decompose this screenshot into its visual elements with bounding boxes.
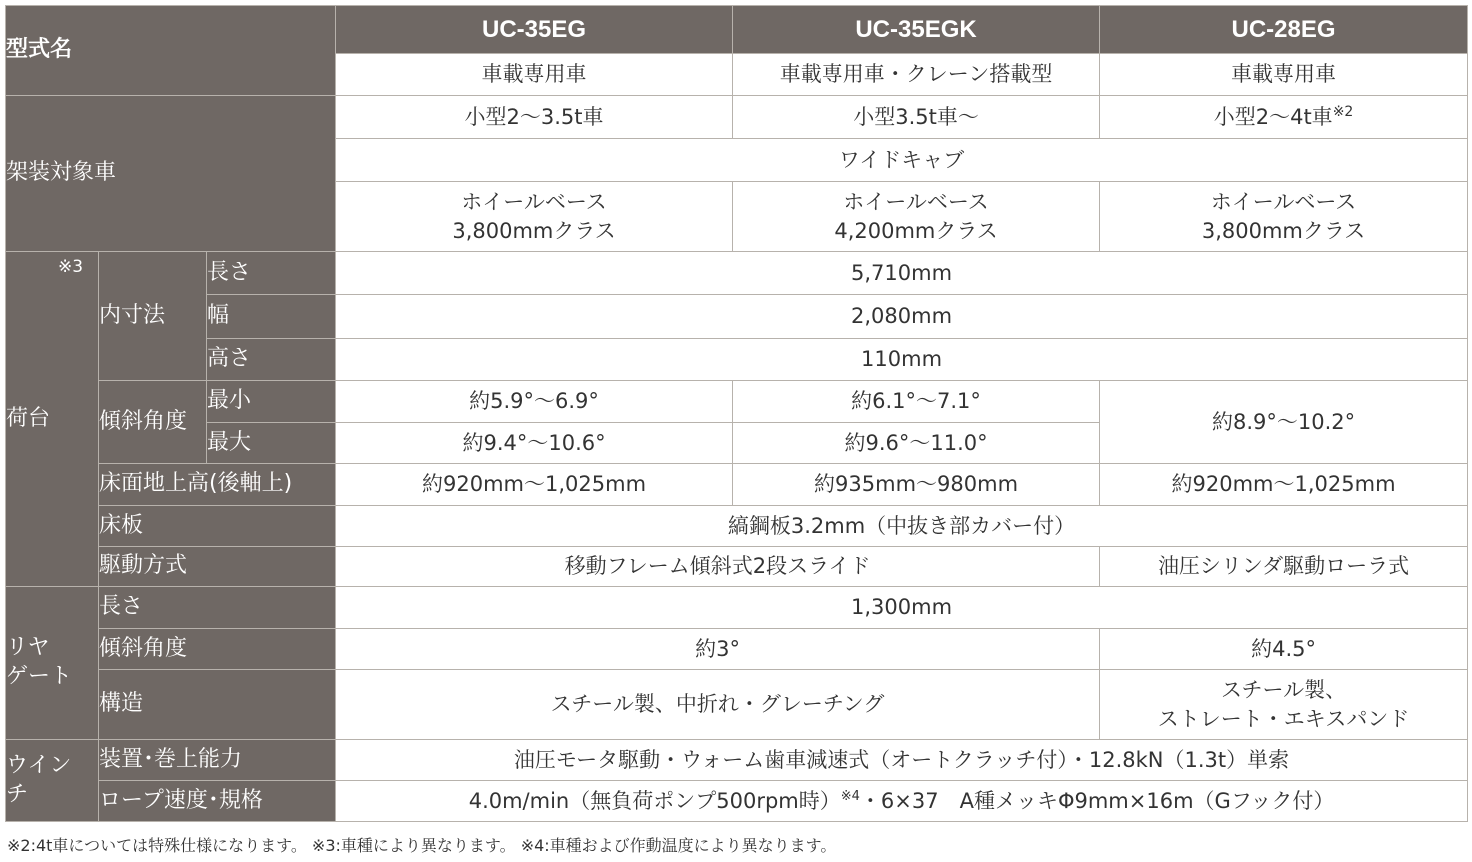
winch-rope-speed: 4.0m/min（無負荷ポンプ500rpm時） (468, 788, 841, 813)
inner-width-label: 幅 (207, 295, 336, 339)
gate-tilt-uc35-value: 約3° (336, 629, 1100, 670)
wheelbase-line1: ホイールベース (461, 190, 607, 215)
gate-structure-uc28-value (1100, 670, 1468, 740)
floor-height-uc35egk: 約935mm〜980mm (733, 464, 1100, 506)
wheelbase-uc35egk (733, 182, 1100, 252)
winch-rope-value (336, 781, 1468, 822)
table-row (6, 295, 1468, 339)
inner-dimension-label: 内寸法 (99, 252, 207, 381)
spec-table (5, 5, 1468, 822)
drive-uc28-value: 油圧シリンダ駆動ローラ式 (1100, 547, 1468, 587)
table-row (6, 96, 1468, 139)
wheelbase-line2: 4,200mmクラス (834, 218, 998, 243)
gate-structure-line1: スチール製、 (1220, 678, 1347, 703)
deck-tilt-uc28eg: 約8.9°〜10.2° (1100, 381, 1468, 464)
vehicle-size-uc35eg: 小型2〜3.5t車 (336, 96, 733, 139)
note-2-marker: ※2 (1332, 103, 1354, 120)
model-name-uc35egk: UC-35EGK (733, 6, 1100, 54)
gate-length-value: 1,300mm (336, 587, 1468, 629)
wheelbase-line1: ホイールベース (843, 190, 989, 215)
winch-label (6, 740, 99, 822)
gate-structure-label: 構造 (99, 670, 336, 740)
table-row (6, 506, 1468, 547)
note-3-marker: ※3 (58, 257, 84, 277)
model-name-uc28eg: UC-28EG (1100, 6, 1468, 54)
wheelbase-line2: 3,800mmクラス (1201, 218, 1366, 243)
deck-tilt-max-label: 最大 (207, 423, 336, 464)
gate-tilt-label: 傾斜角度 (99, 629, 336, 670)
floor-plate-value: 縞鋼板3.2mm（中抜き部カバー付） (336, 506, 1468, 547)
floor-height-uc28eg: 約920mm〜1,025mm (1100, 464, 1468, 506)
deck-tilt-min-uc35egk: 約6.1°〜7.1° (733, 381, 1100, 423)
model-label: 型式名 (6, 6, 336, 96)
gate-structure-uc35-value: スチール製、中折れ・グレーチング (336, 670, 1100, 740)
gate-structure-line2: ストレート・エキスパンド (1157, 706, 1410, 731)
inner-length-value: 5,710mm (336, 252, 1468, 295)
deck-tilt-max-uc35eg: 約9.4°〜10.6° (336, 423, 733, 464)
vehicle-size-uc28eg-text: 小型2〜4t車 (1213, 104, 1333, 129)
table-row (6, 252, 1468, 295)
table-row (6, 6, 1468, 54)
deck-label-cell (6, 252, 99, 587)
use-uc35eg: 車載専用車 (336, 54, 733, 96)
winch-rope-label: ロープ速度･規格 (99, 781, 336, 822)
deck-label: 荷台 (6, 405, 51, 431)
table-row (6, 339, 1468, 381)
wheelbase-uc28eg (1100, 182, 1468, 252)
use-uc35egk: 車載専用車・クレーン搭載型 (733, 54, 1100, 96)
inner-length-label: 長さ (207, 252, 336, 295)
wheelbase-uc35eg (336, 182, 733, 252)
winch-label-line2: チ (6, 781, 29, 807)
drive-uc35-value: 移動フレーム傾斜式2段スライド (336, 547, 1100, 587)
gate-length-label: 長さ (99, 587, 336, 629)
wheelbase-line1: ホイールベース (1210, 190, 1357, 215)
deck-tilt-label: 傾斜角度 (99, 381, 207, 464)
deck-tilt-min-label: 最小 (207, 381, 336, 423)
table-row (6, 629, 1468, 670)
drive-label: 駆動方式 (99, 547, 336, 587)
wheelbase-line2: 3,800mmクラス (452, 218, 616, 243)
winch-label-line1: ウイン (6, 752, 72, 778)
deck-tilt-min-uc35eg: 約5.9°〜6.9° (336, 381, 733, 423)
vehicle-size-uc28eg (1100, 96, 1468, 139)
table-row (6, 670, 1468, 740)
winch-device-label: 装置･巻上能力 (99, 740, 336, 781)
floor-plate-label: 床板 (99, 506, 336, 547)
rear-gate-label-line2: ゲート (6, 664, 73, 689)
table-row (6, 781, 1468, 822)
table-row (6, 740, 1468, 781)
inner-width-value: 2,080mm (336, 295, 1468, 339)
model-name-uc35eg: UC-35EG (336, 6, 733, 54)
table-row (6, 464, 1468, 506)
table-row (6, 547, 1468, 587)
table-row (6, 381, 1468, 423)
winch-device-value: 油圧モータ駆動・ウォーム歯車減速式（オートクラッチ付）・12.8kN（1.3t）単索 (336, 740, 1468, 781)
inner-height-label: 高さ (207, 339, 336, 381)
floor-height-uc35eg: 約920mm〜1,025mm (336, 464, 733, 506)
vehicle-size-uc35egk: 小型3.5t車〜 (733, 96, 1100, 139)
table-row (6, 587, 1468, 629)
vehicle-label: 架装対象車 (6, 96, 336, 252)
deck-tilt-max-uc35egk: 約9.6°〜11.0° (733, 423, 1100, 464)
rear-gate-label-line1: リヤ (6, 635, 50, 661)
winch-rope-spec: ・6×37 A種メッキΦ9mm×16m（Gフック付） (859, 788, 1335, 813)
use-uc28eg: 車載専用車 (1100, 54, 1468, 96)
floor-height-label: 床面地上高(後軸上) (99, 464, 336, 506)
inner-height-value: 110mm (336, 339, 1468, 381)
note-4-marker: ※4 (840, 788, 860, 804)
rear-gate-label (6, 587, 99, 740)
footnote: ※2:4t車については特殊仕様になります。 ※3:車種により異なります。 ※4:車種および作動温度により異なります。 (7, 836, 837, 855)
gate-tilt-uc28-value: 約4.5° (1100, 629, 1468, 670)
cab-type: ワイドキャブ (336, 139, 1468, 182)
